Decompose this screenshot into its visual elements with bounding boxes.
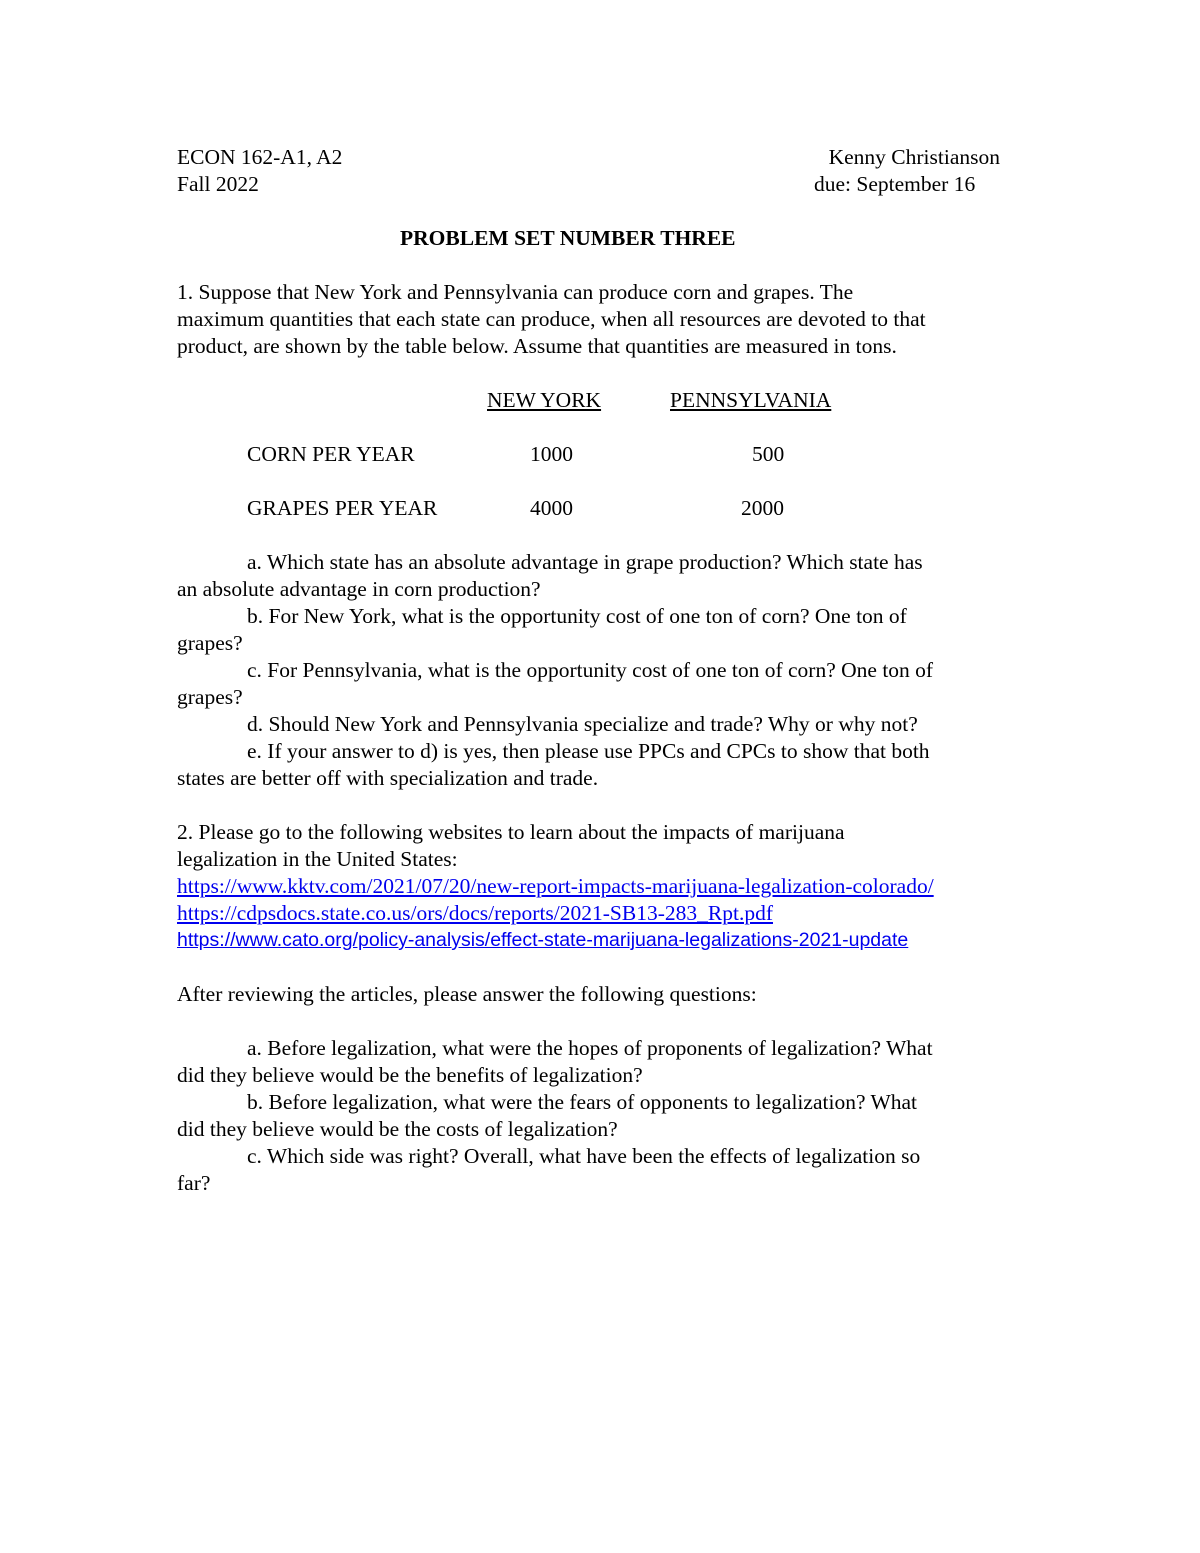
page-title: PROBLEM SET NUMBER THREE (400, 226, 736, 250)
q2-intro-line: 2. Please go to the following websites to learn about the impacts of marijuana (177, 820, 845, 844)
course-code: ECON 162-A1, A2 (177, 145, 343, 169)
table-cell: 500 (752, 442, 785, 466)
q1-line: b. For New York, what is the opportunity cost of one ton of corn? One ton of (247, 604, 907, 628)
q2-line: far? (177, 1171, 211, 1195)
table-cell: 2000 (741, 496, 784, 520)
q1-line: states are better off with specialization and trade. (177, 766, 599, 790)
q2-prompt: After reviewing the articles, please answer the following questions: (177, 982, 757, 1006)
q2-line: did they believe would be the costs of legalization? (177, 1117, 618, 1141)
q1-line: a. Which state has an absolute advantage in grape production? Which state has (247, 550, 923, 574)
q2-line: c. Which side was right? Overall, what have been the effects of legalization so (247, 1144, 921, 1168)
table-cell: 4000 (530, 496, 573, 520)
instructor-name: Kenny Christianson (828, 145, 1000, 169)
q1-line: grapes? (177, 631, 243, 655)
q1-intro-line: product, are shown by the table below. Assume that quantities are measured in tons. (177, 334, 897, 358)
q1-line: e. If your answer to d) is yes, then please use PPCs and CPCs to show that both (247, 739, 930, 763)
q1-line: grapes? (177, 685, 243, 709)
link-cato[interactable]: https://www.cato.org/policy-analysis/effect-state-marijuana-legalizations-2021-update (177, 929, 909, 951)
table-header-new-york: NEW YORK (487, 388, 602, 412)
term: Fall 2022 (177, 172, 259, 196)
q2-line: did they believe would be the benefits of legalization? (177, 1063, 643, 1087)
q2-line: a. Before legalization, what were the hopes of proponents of legalization? What (247, 1036, 933, 1060)
link-kktv[interactable]: https://www.kktv.com/2021/07/20/new-report-impacts-marijuana-legalization-colorado/ (177, 874, 934, 898)
link-cdpsdocs[interactable]: https://cdpsdocs.state.co.us/ors/docs/reports/2021-SB13-283_Rpt.pdf (177, 901, 773, 925)
q1-intro-line: maximum quantities that each state can produce, when all resources are devoted to that (177, 307, 926, 331)
q2-intro-line: legalization in the United States: (177, 847, 458, 871)
table-row-label: GRAPES PER YEAR (247, 496, 438, 520)
q1-line: c. For Pennsylvania, what is the opportunity cost of one ton of corn? One ton of (247, 658, 934, 682)
table-cell: 1000 (530, 442, 573, 466)
due-date: due: September 16 (814, 172, 976, 196)
table-row-label: CORN PER YEAR (247, 442, 415, 466)
q1-intro-line: 1. Suppose that New York and Pennsylvania can produce corn and grapes. The (177, 280, 854, 304)
q2-line: b. Before legalization, what were the fears of opponents to legalization? What (247, 1090, 918, 1114)
table-header-pennsylvania: PENNSYLVANIA (670, 388, 832, 412)
q1-line: an absolute advantage in corn production? (177, 577, 541, 601)
q1-line: d. Should New York and Pennsylvania specialize and trade? Why or why not? (247, 712, 918, 736)
